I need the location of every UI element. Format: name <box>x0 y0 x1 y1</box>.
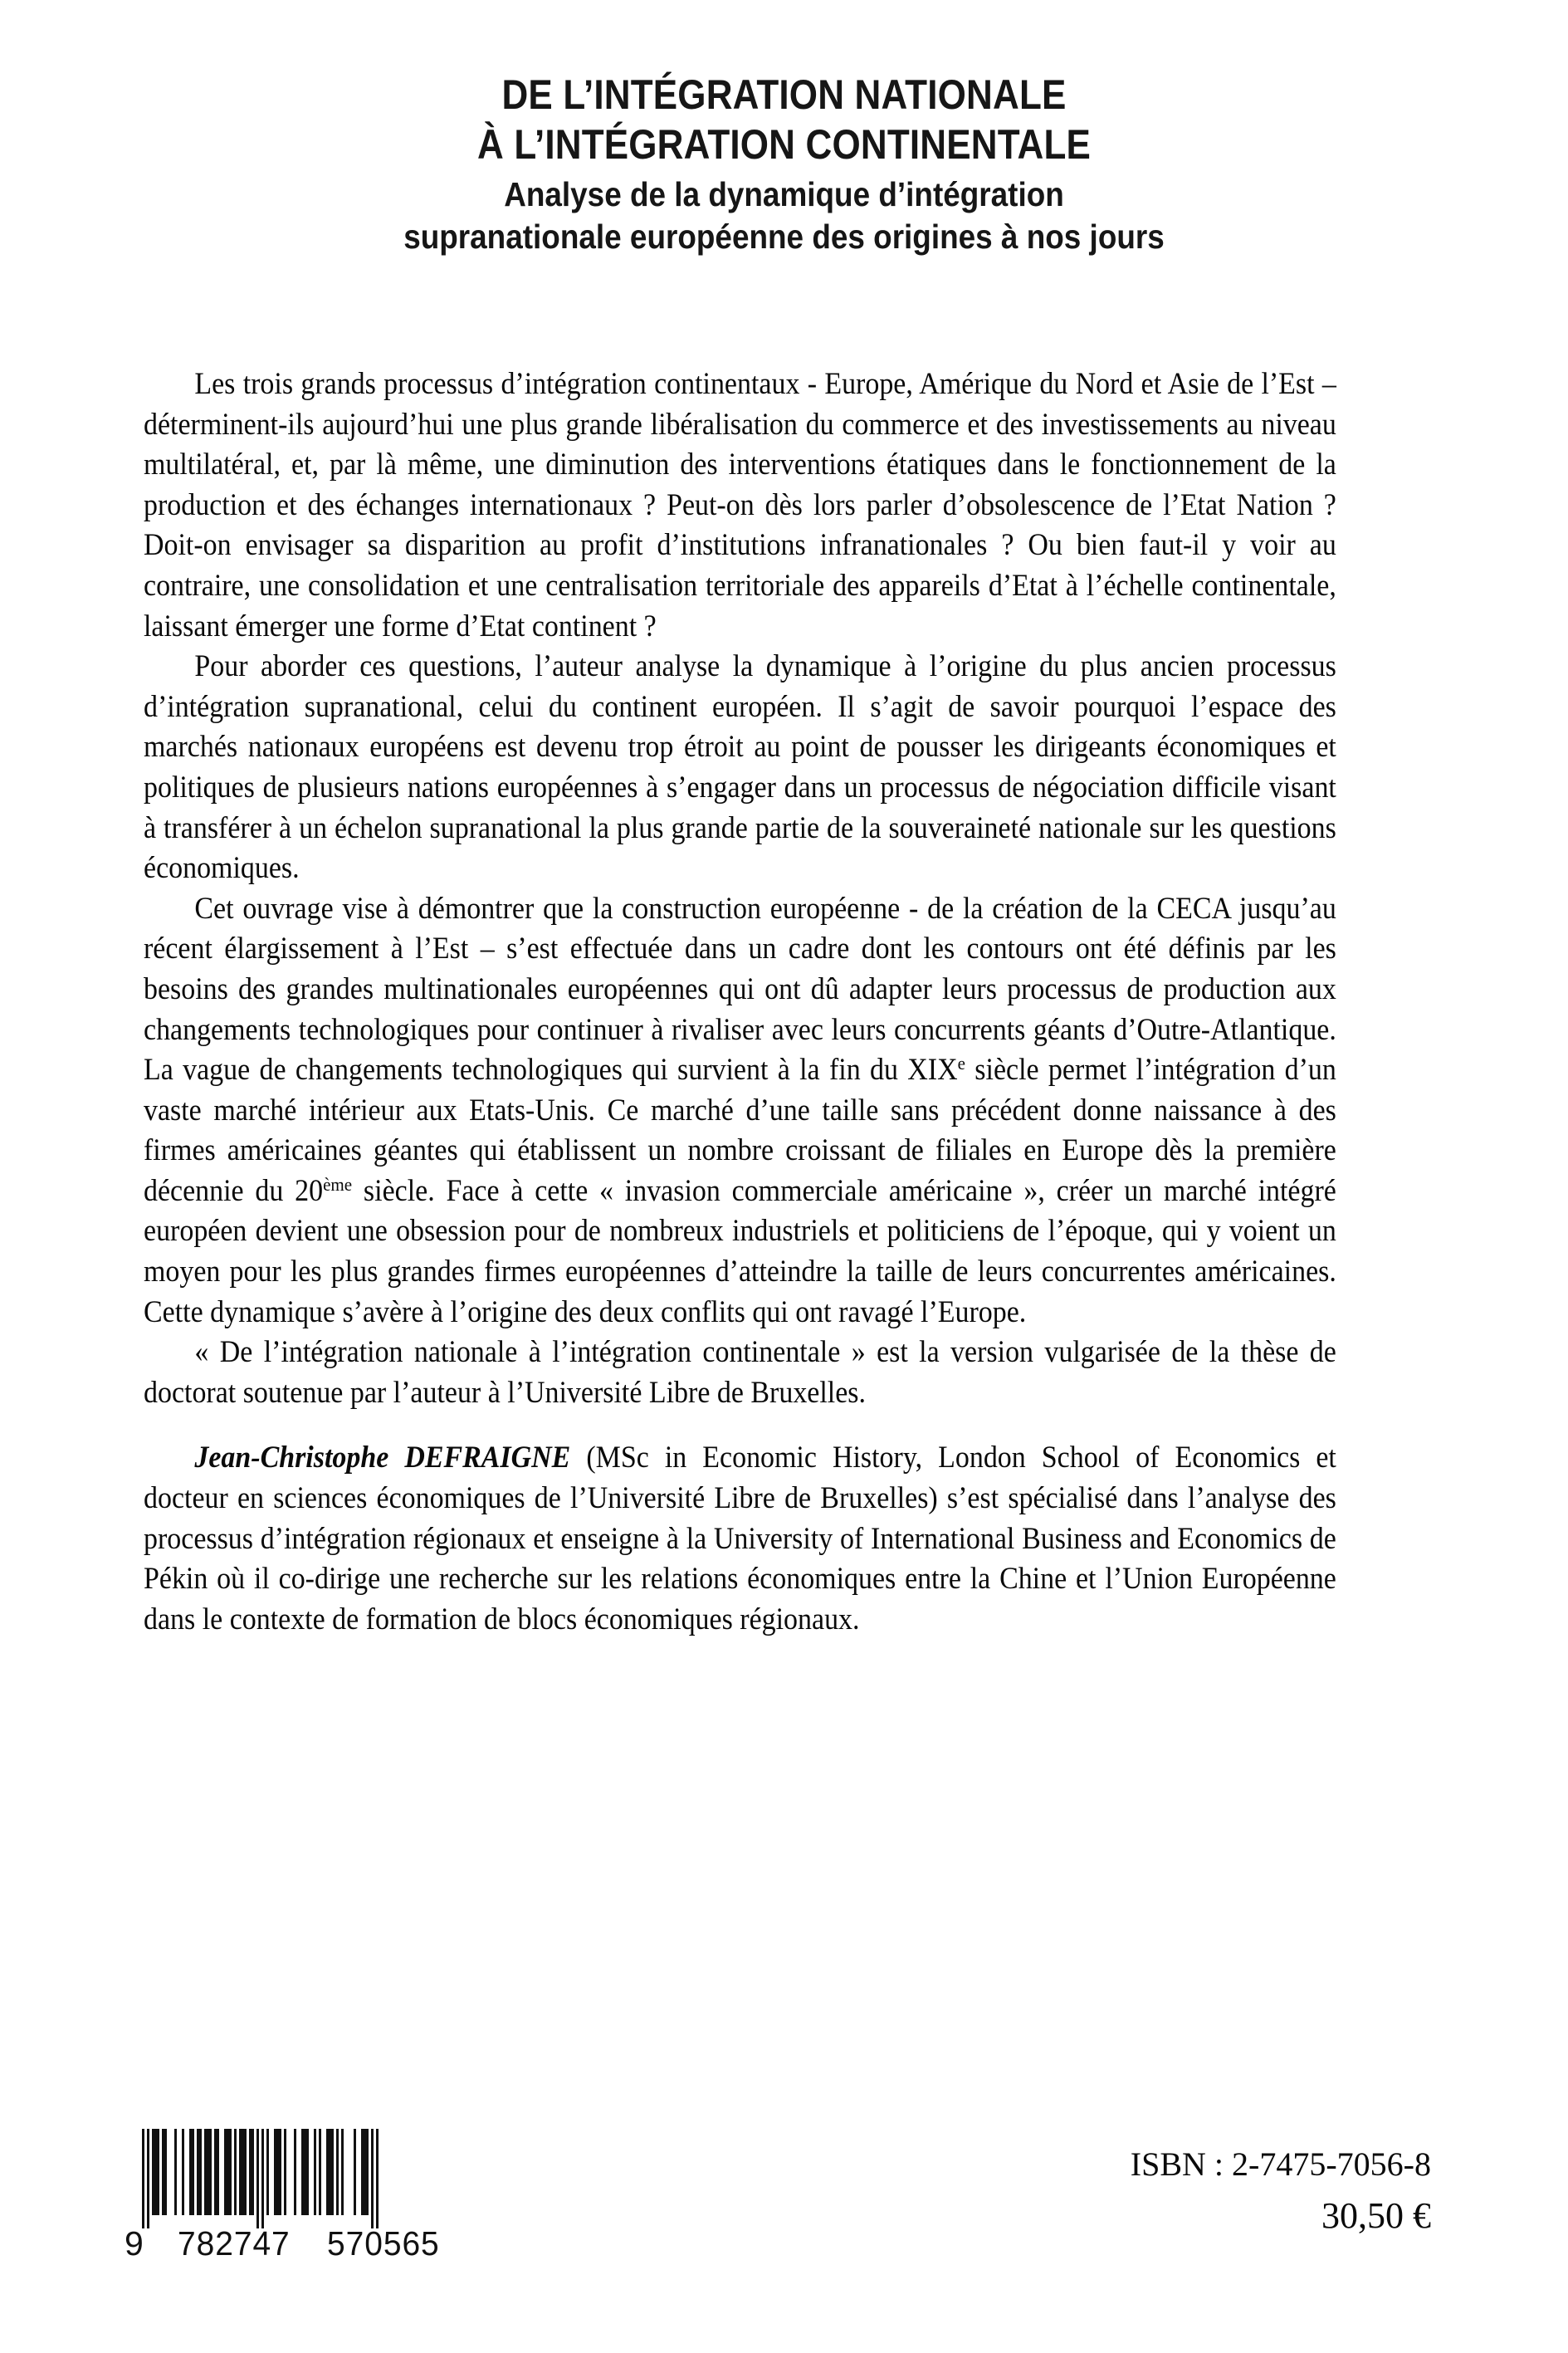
book-title-line-1: DE L’INTÉGRATION NATIONALE <box>501 71 1067 118</box>
blurb-paragraph-3 <box>144 888 1336 1333</box>
century-superscript-20: ème <box>323 1174 353 1196</box>
author-bio-paragraph <box>144 1437 1336 1639</box>
author-name: Jean-Christophe DEFRAIGNE <box>194 1440 571 1475</box>
barcode-digits-group-2: 570565 <box>327 2224 440 2262</box>
blurb-paragraph-3-part-1: Cet ouvrage vise à démontrer que la construction européenne - de la création de la CECA jusqu’au récent élargissement à l’Est – s’est effectuée dans un cadre dont les contours ont été définis par les besoins des grandes multinationales européennes qui ont dû adapter leurs processus de production aux changements technologiques pour continuer à rivaliser avec leurs concurrents géants d’Outre-Atlantique. La vague de changements technologiques qui survient à la fin du XIX <box>144 890 1336 1087</box>
blurb-paragraph-1: Les trois grands processus d’intégration continentaux - Europe, Amérique du Nord et Asie de l’Est – déterminent-ils aujourd’hui une plus grande libéralisation du commerce et des investissements au niveau multilatéral, et, par là même, une diminution des interventions étatiques dans le fonctionnement de la production et des échanges internationaux ? Peut-on dès lors parler d’obsolescence de l’Etat Nation ? Doit-on envisager sa disparition au profit d’institutions infranationales ? Ou bien faut-il y voir au contraire, une consolidation et une centralisation territoriale des appareils d’Etat à l’échelle continentale, laissant émerger une forme d’Etat continent ? <box>144 366 1336 643</box>
book-title-line-2: À L’INTÉGRATION CONTINENTALE <box>476 121 1092 168</box>
author-bio-text: (MSc in Economic History, London School of Economics et docteur en sciences économiques de l’Université Libre de Bruxelles) s’est spécialisé dans l’analyse des processus d’intégration régionaux et enseigne à la University of International Business and Economics de Pékin où il co-dirige une recherche sur les relations économiques entre la Chine et l’Union Européenne dans le contexte de formation de blocs économiques régionaux. <box>144 1440 1336 1636</box>
isbn-price-block <box>1131 2139 1431 2242</box>
book-subtitle-line-1: Analyse de la dynamique d’intégration <box>504 175 1064 213</box>
barcode-bars <box>123 2126 480 2228</box>
barcode-digit-leading: 9 <box>125 2224 144 2262</box>
century-superscript-xix: e <box>957 1053 965 1074</box>
book-subtitle-line-2: supranationale européenne des origines à nos jours <box>403 218 1165 256</box>
blurb-paragraph-3-part-3: siècle. Face à cette « invasion commerciale américaine », créer un marché intégré européen devient une obsession pour de nombreux industriels et politiciens de l’époque, qui y voient un moyen pour les plus grandes firmes européennes d’atteindre la taille de leurs concurrentes américaines. Cette dynamique s’avère à l’origine des deux conflits qui ont ravagé l’Europe. <box>144 1172 1336 1328</box>
cover-footer <box>0 2109 1568 2325</box>
isbn-text: ISBN : 2-7475-7056-8 <box>1130 2145 1431 2183</box>
blurb-paragraph-4: « De l’intégration nationale à l’intégration continentale » est la version vulgarisée de la thèse de doctorat soutenue par l’auteur à l’Université Libre de Bruxelles. <box>144 1334 1336 1409</box>
blurb-paragraph-3-part-2: siècle permet l’intégration d’un vaste marché intérieur aux Etats-Unis. Ce marché d’une taille sans précédent donne naissance à des firmes américaines géantes qui établissent un nombre croissant de filiales en Europe dès la première décennie du 20 <box>144 1052 1336 1207</box>
title-block <box>125 70 1443 258</box>
ean13-barcode <box>123 2126 480 2262</box>
blurb-text <box>144 364 1336 1639</box>
barcode-digits-group-1: 782747 <box>178 2224 291 2262</box>
barcode-digits <box>123 2225 480 2262</box>
blurb-paragraph-2: Pour aborder ces questions, l’auteur analyse la dynamique à l’origine du plus ancien processus d’intégration supranational, celui du continent européen. Il s’agit de savoir pourquoi l’espace des marchés nationaux européens est devenu trop étroit au point de pousser les dirigeants économiques et politiques de plusieurs nations européennes à s’engager dans un processus de négociation difficile visant à transférer à un échelon supranational la plus grande partie de la souveraineté nationale sur les questions économiques. <box>144 648 1336 885</box>
price-text: 30,50 € <box>1321 2195 1431 2236</box>
